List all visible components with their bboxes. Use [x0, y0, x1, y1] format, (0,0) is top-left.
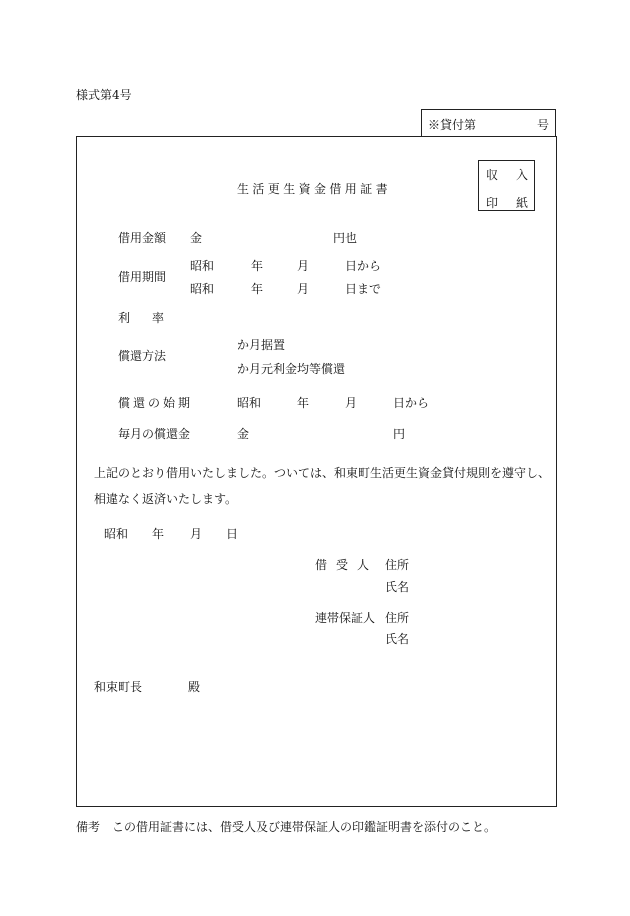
- repayment-start-era: 昭和: [237, 396, 262, 410]
- revenue-stamp-box: [478, 160, 535, 211]
- stamp-char-2: 入: [516, 168, 529, 182]
- borrower-address: 住所: [385, 558, 410, 572]
- amount-unit: 円也: [333, 231, 358, 245]
- loan-number-box: [421, 109, 556, 136]
- period-to-era: 昭和: [190, 282, 215, 296]
- borrower-label: 借受人: [315, 558, 379, 572]
- rate-label-a: 利: [118, 311, 131, 325]
- guarantor-name: 氏名: [385, 632, 410, 646]
- period-from-year: 年: [251, 259, 264, 273]
- repayment-method-line1: か月据置: [237, 338, 286, 352]
- monthly-label: 毎月の償還金: [118, 427, 191, 441]
- document-title: 生活更生資金借用証書: [237, 182, 392, 196]
- guarantor-label: 連帯保証人: [315, 611, 376, 625]
- period-to-day: 日まで: [345, 282, 382, 296]
- date-year: 年: [152, 527, 165, 541]
- repayment-start-label: 償還の始期: [118, 396, 194, 410]
- date-month: 月: [190, 527, 203, 541]
- repayment-method-label: 償還方法: [118, 349, 167, 363]
- stamp-char-3: 印: [486, 196, 499, 210]
- monthly-kin: 金: [237, 427, 250, 441]
- stamp-char-1: 収: [486, 168, 499, 182]
- addressee-title: 和束町長: [94, 680, 143, 694]
- amount-kin: 金: [190, 231, 203, 245]
- repayment-start-month: 月: [345, 396, 358, 410]
- stamp-char-4: 紙: [516, 196, 529, 210]
- period-label: 借用期間: [118, 270, 167, 284]
- borrower-name: 氏名: [385, 580, 410, 594]
- period-to-month: 月: [297, 282, 310, 296]
- repayment-start-day: 日から: [393, 396, 430, 410]
- date-era: 昭和: [104, 527, 129, 541]
- loan-number-suffix: 号: [536, 118, 549, 132]
- date-day: 日: [226, 527, 239, 541]
- amount-label: 借用金額: [118, 231, 167, 245]
- guarantor-address: 住所: [385, 611, 410, 625]
- form-number: 様式第4号: [76, 88, 132, 102]
- period-to-year: 年: [251, 282, 264, 296]
- period-from-era: 昭和: [190, 259, 215, 273]
- loan-number-prefix: ※貸付第: [428, 118, 477, 132]
- repayment-start-year: 年: [297, 396, 310, 410]
- monthly-unit: 円: [393, 427, 406, 441]
- period-from-month: 月: [297, 259, 310, 273]
- rate-label-b: 率: [152, 311, 165, 325]
- repayment-method-line2: か月元利金均等償還: [237, 362, 346, 376]
- remarks-note: 備考 この借用証書には、借受人及び連帯保証人の印鑑証明書を添付のこと。: [76, 820, 497, 834]
- declaration-paragraph: 上記のとおり借用いたしました。ついては、和東町生活更生資金貸付規則を遵守し、相違なく返済いたします。: [94, 466, 551, 506]
- period-from-day: 日から: [345, 259, 382, 273]
- addressee-honorific: 殿: [188, 680, 201, 694]
